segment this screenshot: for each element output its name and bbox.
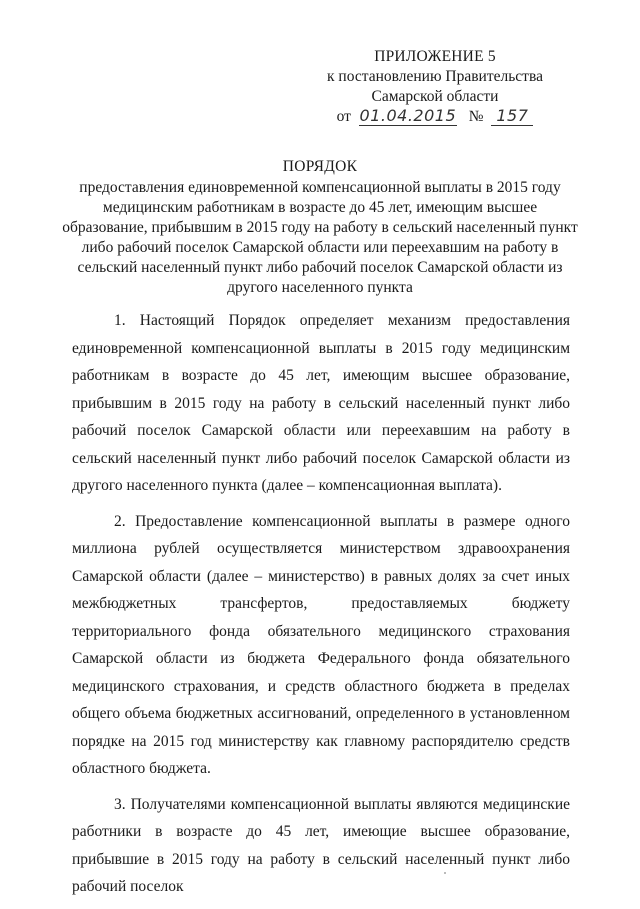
appendix-date-number-line [325,107,545,127]
scan-speck [444,872,446,874]
document-heading [60,157,580,298]
paragraph-2: 2. Предоставление компенсационной выплаты в размере одного миллиона рублей осуществляется министерством здравоохранения Самарской области (далее – министерство) в равных долях за счет иных межбюджетных трансфертов, предоставляемых бюджету территориального фонда обязательного медицинского страхования Самарской области из бюджета Федерального фонда обязательного медицинского страхования, и средств областного бюджета в пределах общего объема бюджетных ассигнований, определенного в установленном порядке на 2015 год министерству как главному распорядителю средств областного бюджета. [72,512,570,777]
heading-subtitle: предоставления единовременной компенсационной выплаты в 2015 году медицинским работникам в возрасте до 45 лет, имеющим высшее образование, прибывшим в 2015 году на работу в сельский населенный пункт либо рабочий поселок Самарской области или переехавшим на работу в сельский населенный пункт либо рабочий поселок Самарской области из другого населенного пункта [62,179,578,296]
appendix-title: ПРИЛОЖЕНИЕ 5 [374,48,496,65]
handwritten-number: 157 [491,107,533,126]
document-body [72,307,570,909]
number-label: № [468,108,484,125]
appendix-block [325,47,545,127]
handwritten-date: 01.04.2015 [359,106,457,125]
from-label: от [336,108,351,125]
heading-title: ПОРЯДОК [282,158,358,175]
paragraph-3: 3. Получателями компенсационной выплаты являются медицинские работники в возрасте до 45 лет, имеющие высшее образование, прибывшие в 2015 году на работу в сельский населенный пункт либо рабочий поселок [72,795,570,895]
appendix-line-resolution: к постановлению Правительства [327,68,543,85]
appendix-line-region: Самарской области [371,88,499,105]
paragraph-1: 1. Настоящий Порядок определяет механизм предоставления единовременной компенсационной выплаты в 2015 году медицинским работникам в возрасте до 45 лет, имеющим высшее образование, прибывшим в 2015 году на работу в сельский населенный пункт либо рабочий поселок Самарской области или переехавшим на работу в сельский населенный пункт либо рабочий поселок Самарской области из другого населенного пункта (далее – компенсационная выплата). [72,312,570,494]
